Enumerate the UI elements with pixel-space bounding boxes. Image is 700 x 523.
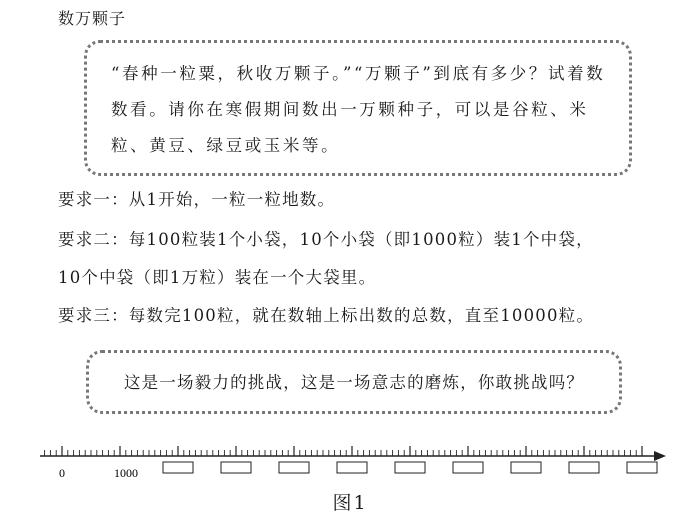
answer-box[interactable]	[279, 462, 309, 473]
number-line	[0, 430, 700, 486]
challenge-dotted-box	[86, 350, 622, 414]
requirement-2-line-2: 10个中袋（即1万粒）装在一个大袋里。	[58, 268, 377, 287]
number-line-label-0: 0	[59, 466, 65, 480]
number-line-ticks	[45, 446, 642, 456]
number-line-arrow	[654, 451, 666, 461]
requirement-1: 要求一：从1开始，一粒一粒地数。	[58, 190, 336, 209]
answer-box[interactable]	[337, 462, 367, 473]
number-line-answer-boxes	[163, 462, 657, 473]
answer-box[interactable]	[627, 462, 657, 473]
answer-box[interactable]	[569, 462, 599, 473]
figure-caption: 图1	[332, 492, 368, 514]
answer-box[interactable]	[395, 462, 425, 473]
intro-paragraph: “春种一粒粟，秋收万颗子。”“万颗子”到底有多少？试着数数看。请你在寒假期间数出一万颗种子，可以是谷粒、米粒、黄豆、绿豆或玉米等。	[111, 64, 606, 155]
answer-box[interactable]	[163, 462, 193, 473]
answer-box[interactable]	[511, 462, 541, 473]
page-title: 数万颗子	[58, 9, 127, 28]
intro-dotted-box	[84, 40, 632, 176]
number-line-label-1000: 1000	[114, 466, 138, 480]
challenge-text: 这是一场毅力的挑战，这是一场意志的磨炼，你敢挑战吗？	[123, 373, 585, 392]
answer-box[interactable]	[453, 462, 483, 473]
requirement-3: 要求三：每数完100粒，就在数轴上标出数的总数，直至10000粒。	[58, 306, 595, 325]
requirement-2-line-1: 要求二：每100粒装1个小袋，10个小袋（即1000粒）装1个中袋，	[58, 230, 594, 249]
answer-box[interactable]	[221, 462, 251, 473]
